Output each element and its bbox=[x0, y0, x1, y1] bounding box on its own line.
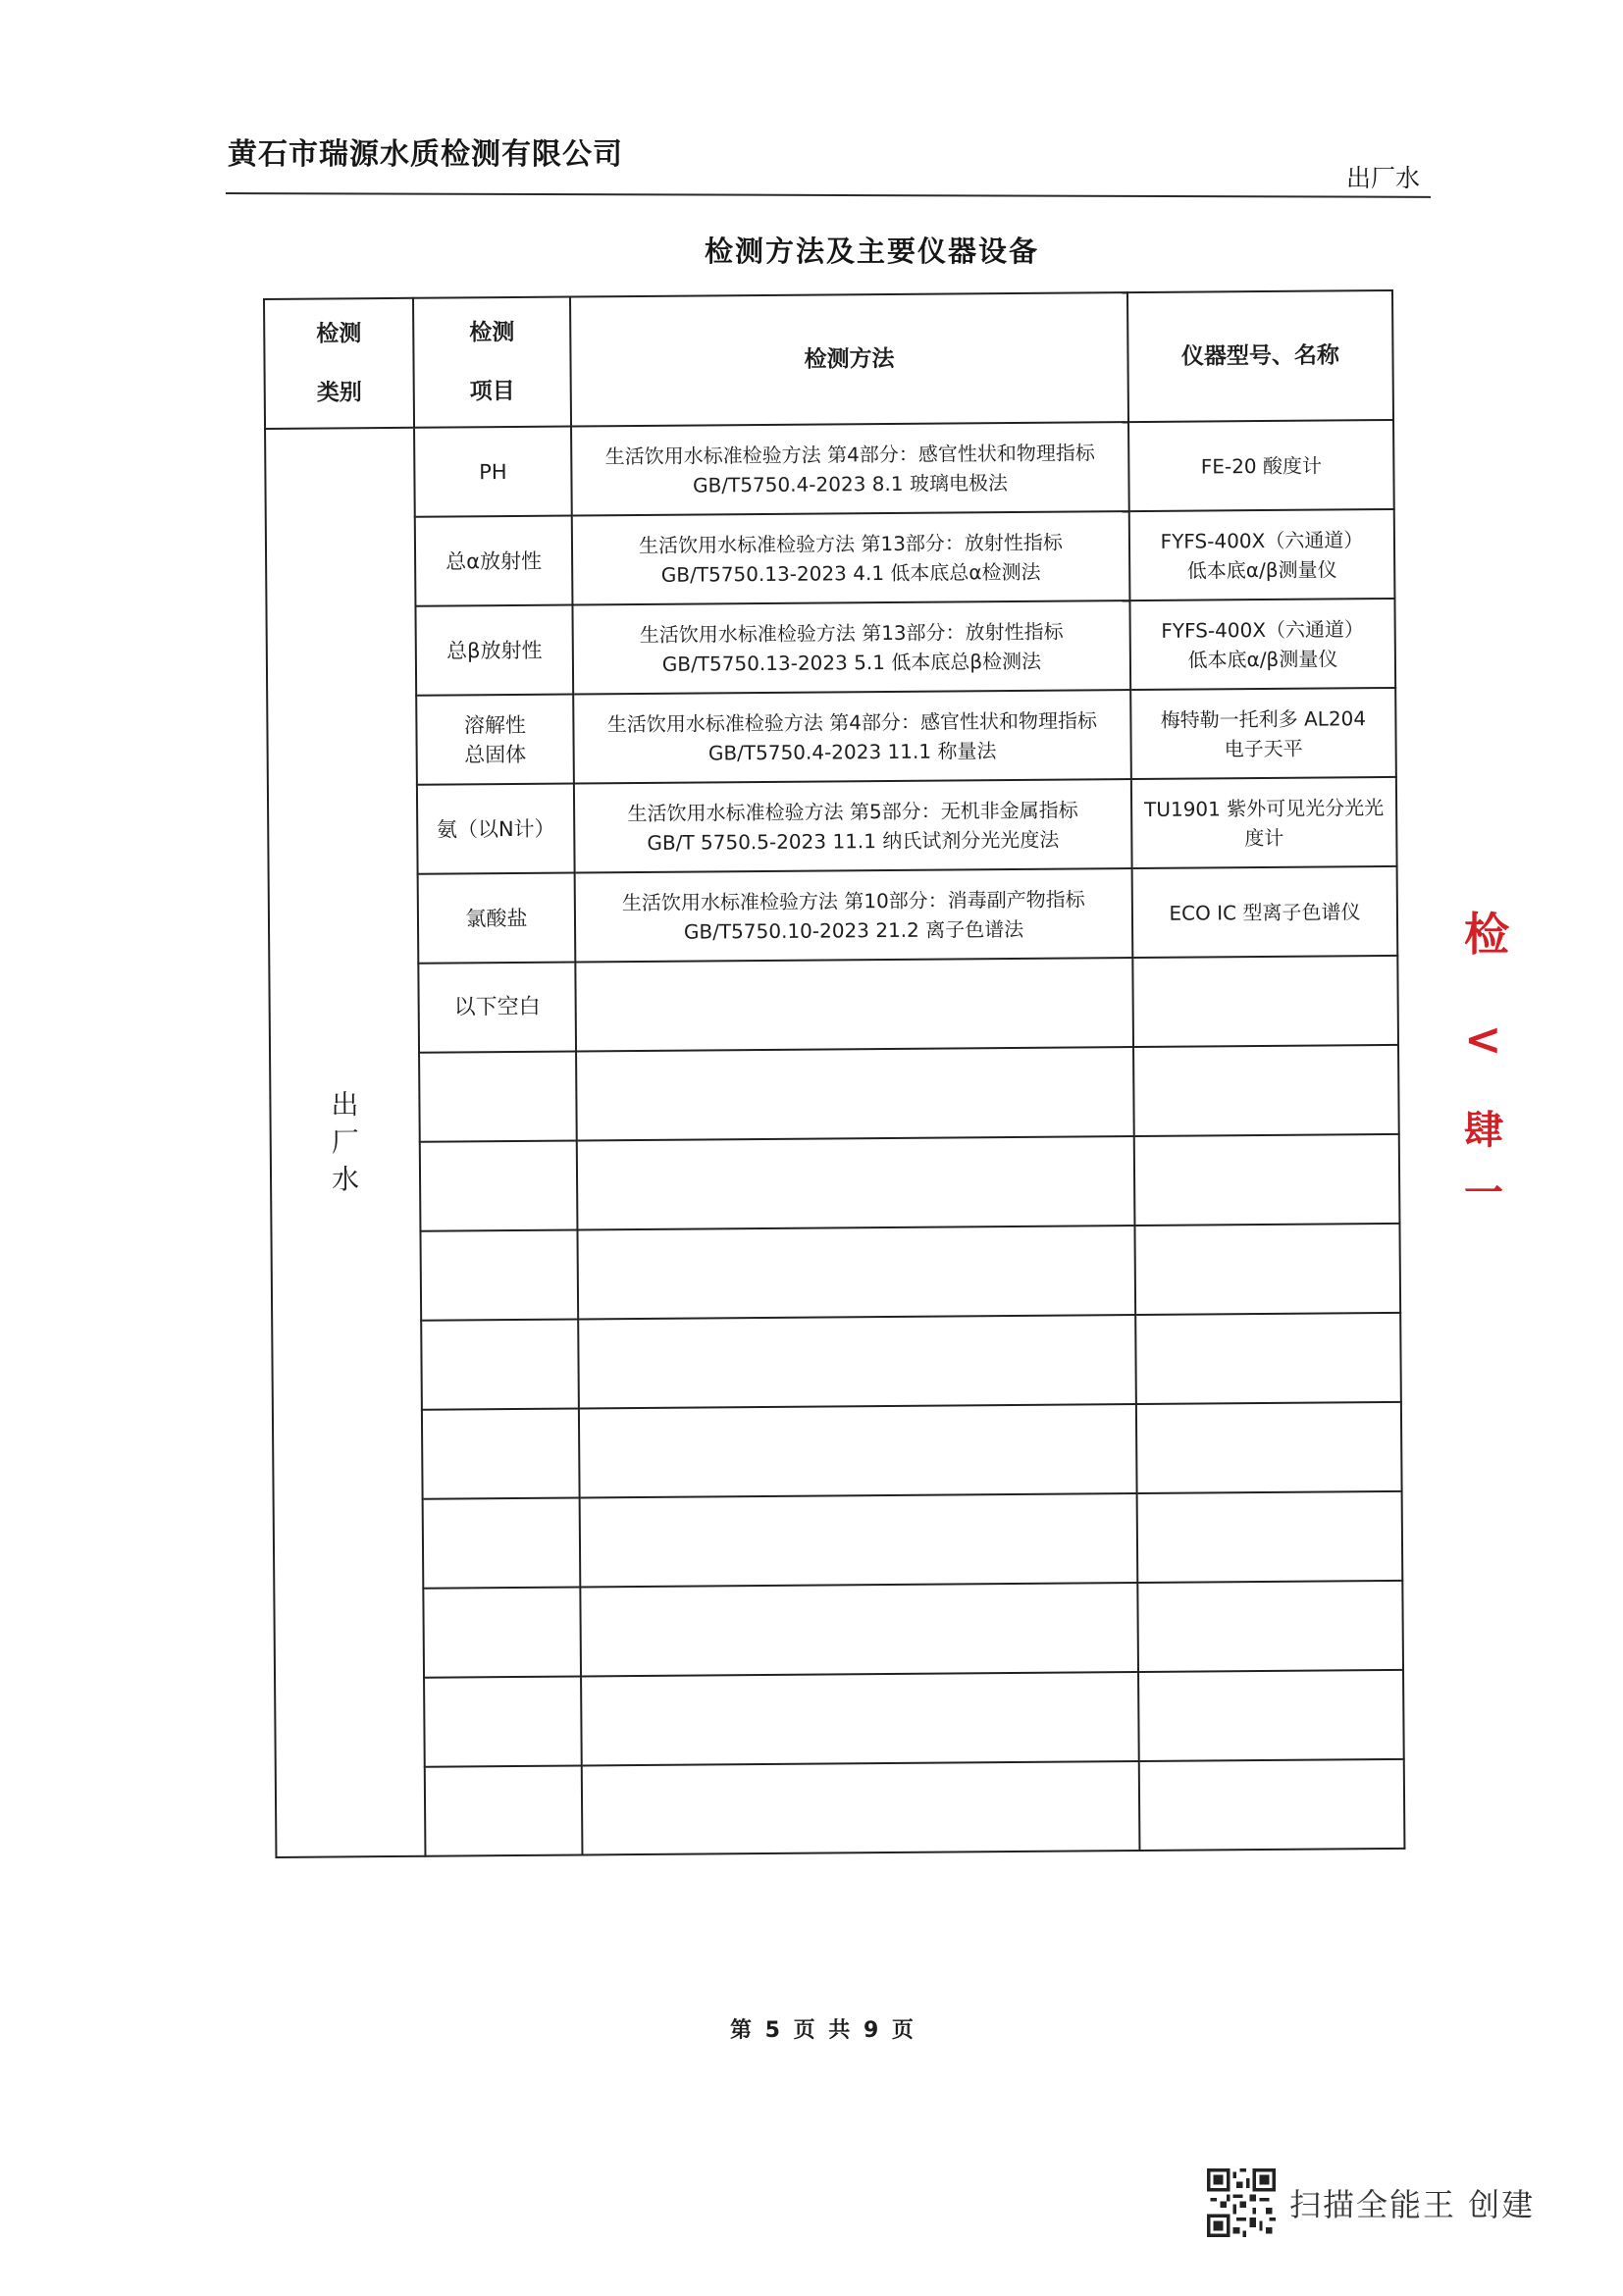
table-row bbox=[267, 688, 1396, 786]
stamp-fragment: 检 bbox=[1464, 908, 1509, 961]
method-cell-line: GB/T 5750.5-2023 11.1 纳氏试剂分光光度法 bbox=[647, 827, 1060, 855]
instrument-cell bbox=[1129, 509, 1395, 600]
stamp-fragment: 一 bbox=[1464, 1170, 1503, 1216]
item-cell-line: 以下空白 bbox=[453, 994, 541, 1019]
item-cell bbox=[415, 605, 573, 696]
table-row bbox=[276, 1759, 1405, 1857]
instrument-cell-empty bbox=[1134, 1134, 1400, 1226]
header-category-line2: 类别 bbox=[316, 380, 362, 406]
item-cell-line: PH bbox=[479, 459, 507, 484]
item-cell-line: 氯酸盐 bbox=[465, 906, 528, 930]
item-cell-line: 总β放射性 bbox=[446, 638, 543, 663]
method-cell bbox=[575, 868, 1133, 962]
method-cell-empty bbox=[578, 1315, 1136, 1408]
method-cell bbox=[572, 511, 1130, 604]
item-cell-line: 总α放射性 bbox=[445, 548, 543, 574]
method-cell-line: GB/T5750.4-2023 8.1 玻璃电极法 bbox=[693, 470, 1008, 497]
header-method: 检测方法 bbox=[570, 292, 1128, 426]
method-cell-line: 生活饮用水标准检验方法 第4部分：感官性状和物理指标 bbox=[606, 707, 1098, 736]
header-item-line2: 项目 bbox=[469, 378, 515, 405]
method-cell bbox=[575, 958, 1133, 1051]
method-cell bbox=[574, 779, 1132, 872]
table-row bbox=[269, 866, 1398, 965]
method-cell-empty bbox=[577, 1226, 1135, 1319]
table-row bbox=[266, 509, 1395, 607]
stamp-fragment: < bbox=[1464, 1013, 1502, 1066]
methods-table-container bbox=[263, 289, 1405, 1858]
method-cell-empty bbox=[581, 1672, 1139, 1765]
item-cell bbox=[416, 695, 574, 785]
method-cell bbox=[571, 422, 1129, 515]
red-seal-stamp bbox=[1462, 899, 1509, 1216]
instrument-cell-empty bbox=[1135, 1313, 1401, 1404]
method-cell-empty bbox=[580, 1583, 1138, 1676]
method-cell-line: GB/T5750.13-2023 4.1 低本底总α检测法 bbox=[660, 559, 1041, 587]
method-cell-empty bbox=[579, 1404, 1137, 1497]
instrument-cell-empty bbox=[1137, 1491, 1403, 1583]
instrument-cell-empty bbox=[1136, 1402, 1402, 1493]
document-tag: 出厂水 bbox=[1346, 164, 1421, 192]
instrument-cell bbox=[1132, 866, 1398, 958]
item-cell bbox=[418, 963, 576, 1053]
item-cell-empty bbox=[423, 1498, 581, 1589]
qr-code-icon bbox=[1207, 2168, 1276, 2237]
header-divider bbox=[226, 192, 1431, 198]
page-number: 第 5 页 共 9 页 bbox=[730, 2018, 916, 2043]
table-row bbox=[265, 420, 1394, 518]
instrument-cell-line: 度计 bbox=[1244, 825, 1284, 850]
table-row bbox=[274, 1491, 1403, 1590]
method-cell-line: 生活饮用水标准检验方法 第10部分：消毒副产物指标 bbox=[621, 886, 1085, 914]
method-cell-line: 生活饮用水标准检验方法 第13部分：放射性指标 bbox=[638, 530, 1063, 557]
instrument-cell-line: 电子天平 bbox=[1224, 736, 1303, 760]
item-cell-empty bbox=[422, 1409, 580, 1499]
instrument-cell-line: 梅特勒一托利多 AL204 bbox=[1160, 705, 1367, 732]
instrument-cell-empty bbox=[1137, 1581, 1403, 1672]
table-body bbox=[265, 420, 1404, 1857]
table-row bbox=[273, 1402, 1402, 1500]
table-row bbox=[270, 1045, 1399, 1143]
table-row bbox=[266, 599, 1395, 697]
method-cell-line: GB/T5750.13-2023 5.1 低本底总β检测法 bbox=[661, 649, 1042, 676]
instrument-cell-empty bbox=[1133, 1045, 1399, 1136]
header-category-line1: 检测 bbox=[316, 321, 362, 347]
table-row bbox=[274, 1581, 1403, 1679]
table-row bbox=[272, 1313, 1401, 1411]
item-cell bbox=[415, 516, 573, 606]
header-item-line1: 检测 bbox=[469, 319, 515, 346]
instrument-cell-empty bbox=[1139, 1759, 1405, 1851]
table-header-row bbox=[264, 290, 1393, 429]
method-cell-empty bbox=[580, 1493, 1138, 1587]
instrument-cell-line: FE-20 酸度计 bbox=[1200, 453, 1323, 478]
instrument-cell bbox=[1129, 599, 1395, 690]
scanner-watermark bbox=[1207, 2168, 1535, 2237]
table-row bbox=[268, 777, 1397, 875]
table-row bbox=[271, 1224, 1400, 1322]
item-cell-line: 氨（以N计） bbox=[436, 816, 555, 842]
method-cell bbox=[573, 690, 1131, 783]
instrument-cell bbox=[1131, 777, 1397, 868]
method-cell-line: 生活饮用水标准检验方法 第4部分：感官性状和物理指标 bbox=[604, 440, 1095, 468]
item-cell bbox=[414, 427, 572, 517]
category-char: 水 bbox=[331, 1163, 360, 1196]
instrument-cell-line: FYFS-400X（六通道） bbox=[1161, 616, 1365, 643]
header-item bbox=[413, 297, 571, 428]
category-char: 出 bbox=[331, 1088, 359, 1122]
method-cell-line: 生活饮用水标准检验方法 第13部分：放射性指标 bbox=[639, 619, 1064, 647]
instrument-cell bbox=[1128, 420, 1394, 511]
item-cell-line: 溶解性 bbox=[463, 712, 527, 737]
methods-table bbox=[263, 289, 1405, 1858]
instrument-cell-empty bbox=[1134, 1224, 1400, 1315]
method-cell-line: GB/T5750.10-2023 21.2 离子色谱法 bbox=[683, 916, 1024, 944]
item-cell-empty bbox=[420, 1141, 578, 1231]
instrument-cell-empty bbox=[1138, 1670, 1404, 1761]
method-cell-line: GB/T5750.4-2023 11.1 称量法 bbox=[707, 738, 997, 764]
stamp-fragment: 肆 bbox=[1464, 1107, 1503, 1153]
item-cell-empty bbox=[419, 1052, 577, 1142]
watermark-text: 扫描全能王 创建 bbox=[1289, 2186, 1536, 2223]
table-row bbox=[271, 1134, 1400, 1232]
method-cell-empty bbox=[577, 1136, 1135, 1229]
category-cell bbox=[265, 428, 425, 1857]
category-char: 厂 bbox=[331, 1125, 359, 1159]
item-cell bbox=[418, 873, 576, 964]
item-cell-line: 总固体 bbox=[464, 742, 527, 766]
item-cell-empty bbox=[425, 1765, 583, 1855]
method-cell bbox=[572, 600, 1130, 694]
instrument-cell-line: 低本底α/β测量仪 bbox=[1187, 646, 1338, 672]
instrument-cell-line: ECO IC 型离子色谱仪 bbox=[1169, 899, 1361, 925]
instrument-cell-line: TU1901 紫外可见光分光光 bbox=[1143, 795, 1385, 821]
page-title: 检测方法及主要仪器设备 bbox=[705, 235, 1040, 268]
item-cell-empty bbox=[421, 1320, 579, 1410]
item-cell-empty bbox=[420, 1230, 578, 1321]
method-cell-empty bbox=[576, 1047, 1134, 1140]
company-name: 黄石市瑞源水质检测有限公司 bbox=[228, 137, 623, 172]
instrument-cell bbox=[1130, 688, 1396, 779]
method-cell-empty bbox=[582, 1761, 1140, 1854]
instrument-cell-line: 低本底α/β测量仪 bbox=[1186, 556, 1337, 583]
table-row bbox=[275, 1670, 1404, 1768]
item-cell-empty bbox=[423, 1588, 581, 1678]
instrument-cell bbox=[1132, 956, 1398, 1047]
method-cell-line: 生活饮用水标准检验方法 第5部分：无机非金属指标 bbox=[627, 797, 1078, 825]
item-cell-empty bbox=[424, 1676, 582, 1766]
instrument-cell-line: FYFS-400X（六通道） bbox=[1160, 527, 1364, 553]
header-category bbox=[264, 298, 414, 429]
item-cell bbox=[417, 784, 575, 874]
table-row bbox=[269, 956, 1398, 1054]
header-instrument: 仪器型号、名称 bbox=[1127, 290, 1393, 422]
